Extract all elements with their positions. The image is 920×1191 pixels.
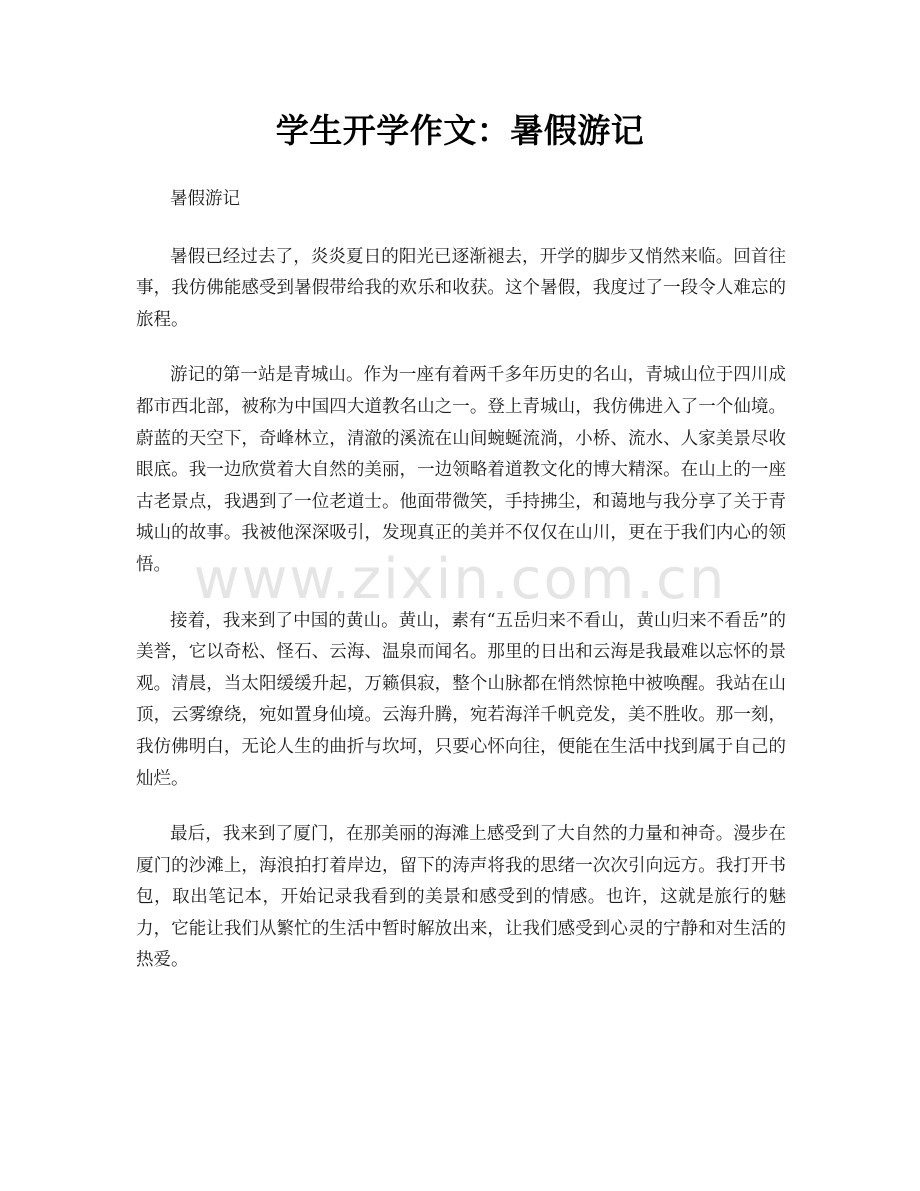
document-subtitle: 暑假游记: [170, 189, 240, 209]
paragraph-intro: 暑假已经过去了，炎炎夏日的阳光已逐渐褪去，开学的脚步又悄然来临。回首往事，我仿佛能感受到暑假带给我的欢乐和收获。这个暑假，我度过了一段令人难忘的旅程。: [136, 246, 786, 330]
paragraph-xiamen: 最后，我来到了厦门，在那美丽的海滩上感受到了大自然的力量和神奇。漫步在厦门的沙滩上，海浪拍打着岸边，留下的涛声将我的思绪一次次引向远方。我打开书包，取出笔记本，开始记录我看到的美景和感受到的情感。也许，这就是旅行的魅力，它能让我们从繁忙的生活中暂时解放出来，让我们感受到心灵的宁静和对生活的热爱。: [136, 824, 786, 971]
paragraph-huangshan: 接着，我来到了中国的黄山。黄山，素有“五岳归来不看山，黄山归来不看岳”的美誉，它以奇松、怪石、云海、温泉而闻名。那里的日出和云海是我最难以忘怀的景观。清晨，当太阳缓缓升起，万籁俱寂，整个山脉都在悄然惊艳中被唤醒。我站在山顶，云雾缭绕，宛如置身仙境。云海升腾，宛若海洋千帆竞发，美不胜收。那一刻，我仿佛明白，无论人生的曲折与坎坷，只要心怀向往，便能在生活中找到属于自己的灿烂。: [136, 610, 786, 789]
document-body: [136, 184, 786, 1001]
watermark-text: www.zixin.com.cn: [193, 547, 727, 612]
document-title: 学生开学作文：暑假游记: [275, 111, 645, 150]
paragraph-qingcheng: 游记的第一站是青城山。作为一座有着两千多年历史的名山，青城山位于四川成都市西北部，被称为中国四大道教名山之一。登上青城山，我仿佛进入了一个仙境。蔚蓝的天空下，奇峰林立，清澈的溪流在山间蜿蜒流淌，小桥、流水、人家美景尽收眼底。我一边欣赏着大自然的美丽，一边领略着道教文化的博大精深。在山上的一座古老景点，我遇到了一位老道士。他面带微笑，手持拂尘，和蔼地与我分享了关于青城山的故事。我被他深深吸引，发现真正的美并不仅仅在山川，更在于我们内心的领悟。: [136, 365, 786, 575]
